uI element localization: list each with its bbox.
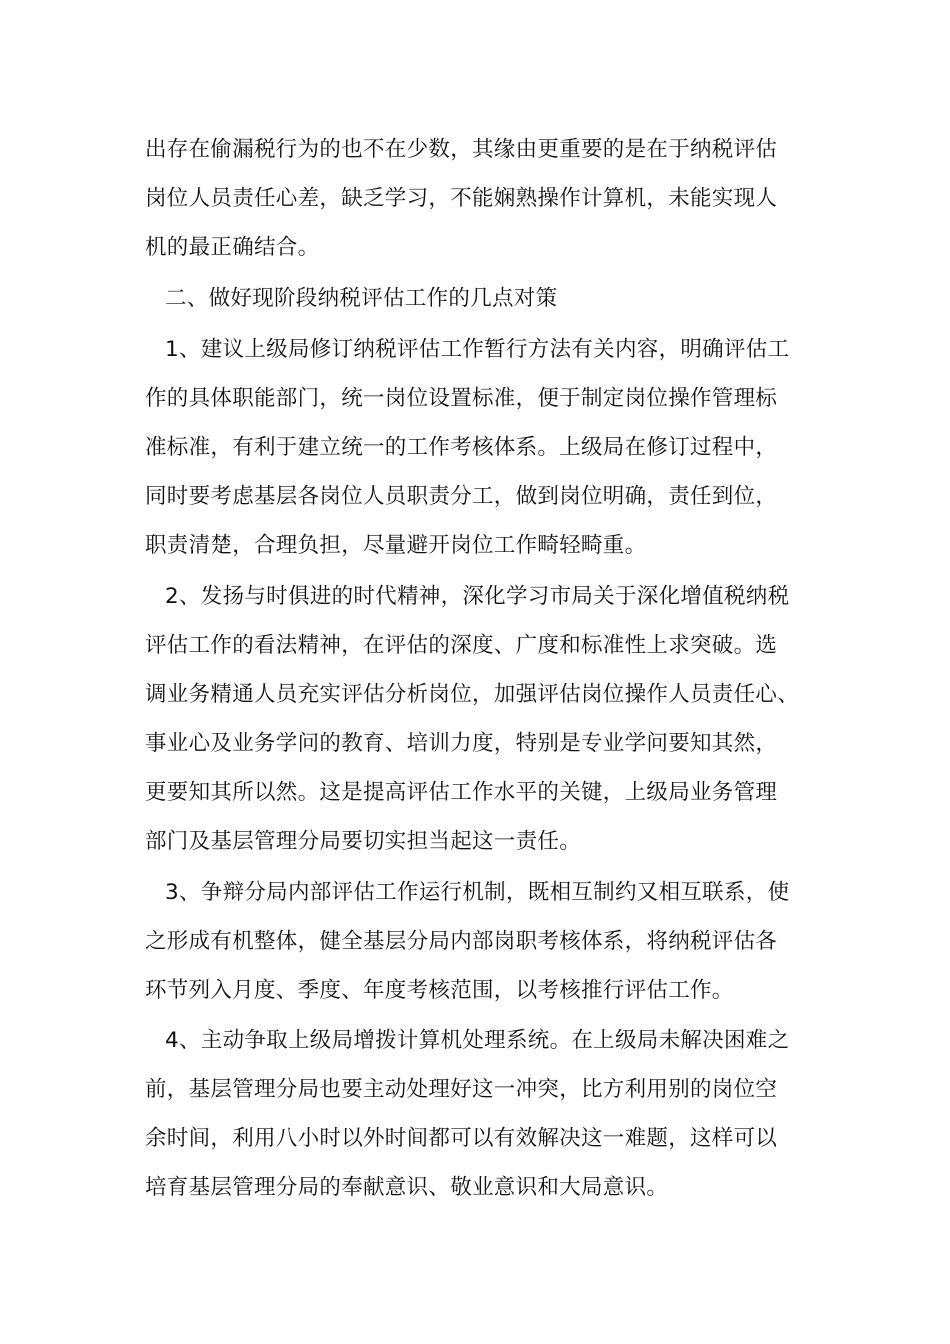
paragraph-line: 余时间，利用八小时以外时间都可以有效解决这一难题，这样可以: [145, 1126, 778, 1151]
paragraph-line: 4、主动争取上级局增拨计算机处理系统。在上级局未解决困难之: [165, 1028, 790, 1053]
paragraph-line: 职责清楚，合理负担，尽量避开岗位工作畸轻畸重。: [145, 533, 647, 558]
paragraph-line: 准标准，有利于建立统一的工作考核体系。上级局在修订过程中，: [145, 435, 778, 460]
paragraph-line: 作的具体职能部门，统一岗位设置标准，便于制定岗位操作管理标: [145, 386, 778, 411]
paragraph-line: 调业务精通人员充实评估分析岗位，加强评估岗位操作人员责任心、: [145, 682, 800, 707]
paragraph-line: 之形成有机整体，健全基层分局内部岗职考核体系，将纳税评估各: [145, 929, 778, 954]
paragraph-line: 1、建议上级局修订纳税评估工作暂行方法有关内容，明确评估工: [165, 337, 790, 362]
paragraph-line: 同时要考虑基层各岗位人员职责分工，做到岗位明确，责任到位，: [145, 484, 778, 509]
section-heading: 二、做好现阶段纳税评估工作的几点对策: [165, 286, 558, 311]
paragraph-line: 事业心及业务学问的教育、培训力度，特别是专业学问要知其然，: [145, 731, 778, 756]
paragraph-line: 部门及基层管理分局要切实担当起这一责任。: [145, 829, 582, 854]
paragraph-line: 出存在偷漏税行为的也不在少数，其缘由更重要的是在于纳税评估: [145, 137, 778, 162]
paragraph-line: 更要知其所以然。这是提高评估工作水平的关键，上级局业务管理: [145, 780, 778, 805]
paragraph-line: 岗位人员责任心差，缺乏学习，不能娴熟操作计算机，未能实现人: [145, 186, 778, 211]
paragraph-line: 前，基层管理分局也要主动处理好这一冲突，比方利用别的岗位空: [145, 1077, 778, 1102]
paragraph-line: 培育基层管理分局的奉献意识、敬业意识和大局意识。: [145, 1175, 669, 1200]
paragraph-line: 机的最正确结合。: [145, 235, 320, 260]
paragraph-line: 评估工作的看法精神，在评估的深度、广度和标准性上求突破。选: [145, 633, 778, 658]
paragraph-line: 3、争辩分局内部评估工作运行机制，既相互制约又相互联系，使: [165, 880, 790, 905]
paragraph-line: 环节列入月度、季度、年度考核范围，以考核推行评估工作。: [145, 978, 734, 1003]
paragraph-line: 2、发扬与时俱进的时代精神，深化学习市局关于深化增值税纳税: [165, 584, 790, 609]
